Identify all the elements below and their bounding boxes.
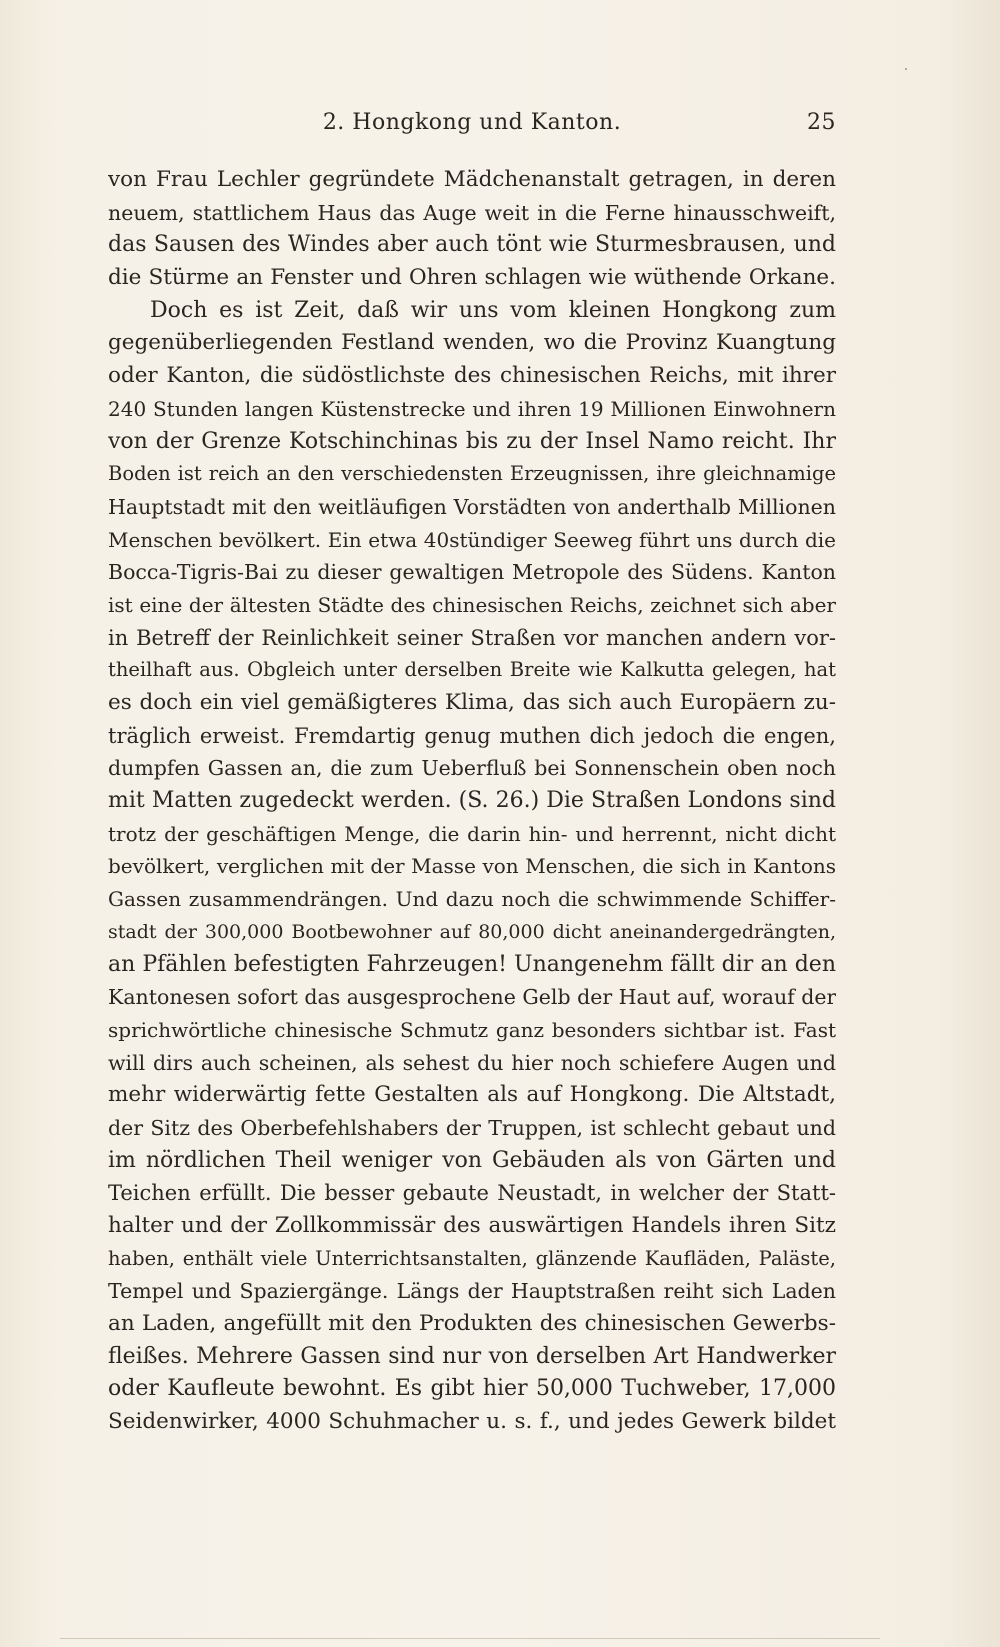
text-line: an Pfählen befestigten Fahrzeugen! Unangenehm fällt dir an den [108, 951, 836, 977]
text-line: Doch es ist Zeit, daß wir uns vom kleinen Hongkong zum [150, 297, 836, 323]
text-line: das Sausen des Windes aber auch tönt wie Sturmesbrausen, und [108, 232, 836, 258]
text-line: halter und der Zollkommissär des auswärtigen Handels ihren Sitz [108, 1213, 836, 1238]
text-line: gegenüberliegenden Festland wenden, wo die Provinz Kuangtung [108, 330, 836, 356]
text-line: Kantonesen sofort das ausgesprochene Gelb der Haut auf, worauf der [108, 985, 836, 1010]
text-line: der Sitz des Oberbefehlshabers der Truppen, ist schlecht gebaut und [108, 1115, 836, 1140]
text-line: sprichwörtliche chinesische Schmutz ganz besonders sichtbar ist. Fast [108, 1017, 836, 1042]
text-line: Tempel und Spaziergänge. Längs der Hauptstraßen reiht sich Laden [108, 1279, 836, 1304]
text-line: von Frau Lechler gegründete Mädchenanstalt getragen, in deren [108, 167, 836, 192]
text-line: neuem, stattlichem Haus das Auge weit in die Ferne hinausschweift, [108, 200, 836, 225]
text-line: träglich erweist. Fremdartig genug muthen dich jedoch die engen, [108, 723, 836, 748]
text-line: im nördlichen Theil weniger von Gebäuden als von Gärten und [108, 1147, 836, 1173]
text-line: will dirs auch scheinen, als sehest du hier noch schiefere Augen und [108, 1050, 836, 1075]
text-line: dumpfen Gassen an, die zum Ueberfluß bei Sonnenschein oben noch [108, 756, 836, 781]
text-line: oder Kanton, die südöstlichste des chinesischen Reichs, mit ihrer [108, 363, 836, 389]
page-edge-line [60, 1638, 880, 1639]
paper-speck [905, 68, 907, 70]
text-line: Bocca-Tigris-Bai zu dieser gewaltigen Metropole des Südens. Kanton [108, 560, 836, 585]
text-line: fleißes. Mehrere Gassen sind nur von derselben Art Handwerker [108, 1343, 836, 1369]
text-line: die Stürme an Fenster und Ohren schlagen wie wüthende Orkane. [108, 265, 836, 291]
text-line: Seidenwirker, 4000 Schuhmacher u. s. f., und jedes Gewerk bildet [108, 1409, 836, 1435]
text-line: in Betreff der Reinlichkeit seiner Straßen vor manchen andern vor- [108, 625, 836, 650]
text-line: oder Kaufleute bewohnt. Es gibt hier 50,000 Tuchweber, 17,000 [108, 1376, 836, 1402]
text-line: stadt der 300,000 Bootbewohner auf 80,000 dicht aneinandergedrängten, [108, 920, 836, 943]
text-line: Hauptstadt mit den weitläufigen Vorstädten von anderthalb Millionen [108, 494, 836, 519]
running-header [108, 110, 836, 140]
text-line: theilhaft aus. Obgleich unter derselben Breite wie Kalkutta gelegen, hat [108, 658, 836, 682]
text-line: haben, enthält viele Unterrichtsanstalten, glänzende Kaufläden, Paläste, [108, 1246, 836, 1270]
text-line: Boden ist reich an den verschiedensten Erzeugnissen, ihre gleichnamige [108, 462, 836, 486]
page-number: 25 [807, 110, 836, 135]
body-text [108, 164, 836, 1439]
text-line: Teichen erfüllt. Die besser gebaute Neustadt, in welcher der Statt- [108, 1181, 836, 1206]
text-line: Menschen bevölkert. Ein etwa 40stündiger Seeweg führt uns durch die [108, 527, 836, 552]
text-line: bevölkert, verglichen mit der Masse von Menschen, die sich in Kantons [108, 854, 836, 879]
text-line: 240 Stunden langen Küstenstrecke und ihren 19 Millionen Einwohnern [108, 396, 836, 421]
text-line: ist eine der ältesten Städte des chinesischen Reichs, zeichnet sich aber [108, 592, 836, 617]
text-line: es doch ein viel gemäßigteres Klima, das sich auch Europäern zu- [108, 690, 836, 715]
text-line: trotz der geschäftigen Menge, die darin hin- und herrennt, nicht dicht [108, 821, 836, 846]
text-line: an Laden, angefüllt mit den Produkten des chinesischen Gewerbs- [108, 1311, 836, 1337]
text-line: mit Matten zugedeckt werden. (S. 26.) Die Straßen Londons sind [108, 788, 836, 814]
running-title: 2. Hongkong und Kanton. [322, 110, 622, 135]
text-line: Gassen zusammendrängen. Und dazu noch die schwimmende Schiffer- [108, 887, 836, 912]
text-line: mehr widerwärtig fette Gestalten als auf Hongkong. Die Altstadt, [108, 1082, 836, 1108]
text-line: von der Grenze Kotschinchinas bis zu der Insel Namo reicht. Ihr [108, 428, 836, 454]
